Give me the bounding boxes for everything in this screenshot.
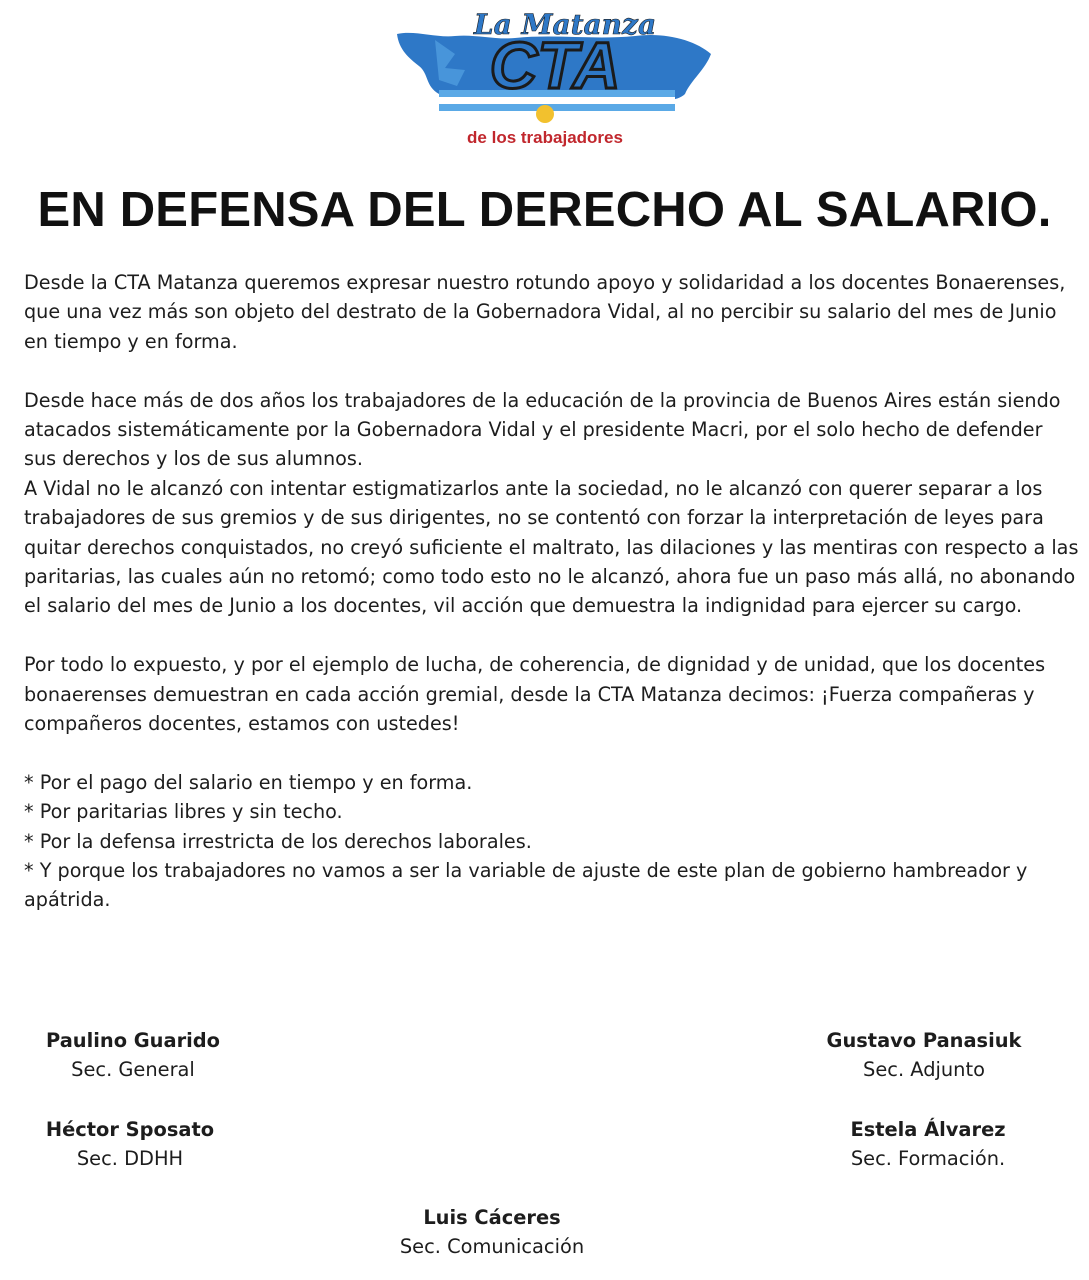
signatory-name: Luis Cáceres bbox=[423, 1206, 561, 1229]
signatory-role: Sec. DDHH bbox=[76, 1147, 184, 1170]
signatory-name: Héctor Sposato bbox=[45, 1118, 215, 1141]
signatory-block bbox=[380, 1203, 604, 1261]
logo-main-text: CTA bbox=[489, 28, 621, 102]
signatory-name: Paulino Guarido bbox=[46, 1029, 220, 1052]
paragraph-conclusion: Por todo lo expuesto, y por el ejemplo de lucha, de coherencia, de dignidad y de unidad, que los docentes bonaerenses demuestran en cada acción gremial, desde la CTA Matanza decimos: ¡Fuerza compañeras y compañeros docentes, estamos con ustedes! bbox=[24, 653, 1046, 736]
signatory-block bbox=[24, 1026, 242, 1084]
paragraph-support: Desde la CTA Matanza queremos expresar nuestro rotundo apoyo y solidaridad a los docentes Bonaerenses, que una vez más son objeto del destrato de la Gobernadora Vidal, al no percibir su salario del mes de Junio en tiempo y en forma. bbox=[24, 271, 1066, 353]
signatory-block bbox=[818, 1026, 1030, 1084]
signatory-name: Estela Álvarez bbox=[850, 1118, 1006, 1141]
logo-bottom-text: de los trabajadores bbox=[467, 128, 623, 147]
signatory-role: Sec. General bbox=[71, 1058, 195, 1081]
signatory-role: Sec. Comunicación bbox=[399, 1235, 585, 1258]
logo-graphic bbox=[395, 10, 713, 150]
signatory-name: Gustavo Panasiuk bbox=[826, 1029, 1022, 1052]
signatory-role: Sec. Adjunto bbox=[863, 1058, 985, 1081]
signatory-block bbox=[818, 1115, 1038, 1173]
signatory-block bbox=[24, 1115, 236, 1173]
paragraph-vidal: A Vidal no le alcanzó con intentar estigmatizarlos ante la sociedad, no le alcanzó con querer separar a los trabajadores de sus gremios y de sus dirigentes, no se contentó con forzar la interpretación de leyes para quitar derechos conquistados, no creyó suficiente el maltrato, las dilaciones y las mentiras con respecto a las paritarias, las cuales aún no retomó; como todo esto no le alcanzó, ahora fue un paso más allá, no abonando el salario del mes de Junio a los docentes, vil acción que demuestra la indignidad para ejercer su cargo. bbox=[24, 476, 1079, 618]
paragraph-attacks: Desde hace más de dos años los trabajadores de la educación de la provincia de Buenos Aires están siendo atacados sistemáticamente por la Gobernadora Vidal y el presidente Macri, por el solo hecho de defender sus derechos y los de sus alumnos. bbox=[24, 388, 1061, 471]
demand-item: * Y porque los trabajadores no vamos a ser la variable de ajuste de este plan de gobierno hambreador y apátrida. bbox=[24, 859, 1028, 912]
document-title: EN DEFENSA DEL DERECHO AL SALARIO. bbox=[37, 183, 1052, 237]
demand-item: * Por paritarias libres y sin techo. bbox=[24, 800, 343, 824]
demand-item: * Por el pago del salario en tiempo y en forma. bbox=[24, 770, 473, 794]
document-body bbox=[24, 268, 1080, 915]
logo-top-text: La Matanza bbox=[473, 10, 657, 41]
demand-item: * Por la defensa irrestricta de los derechos laborales. bbox=[24, 829, 532, 853]
signatory-role: Sec. Formación. bbox=[850, 1147, 1006, 1170]
cta-matanza-logo bbox=[395, 10, 713, 150]
